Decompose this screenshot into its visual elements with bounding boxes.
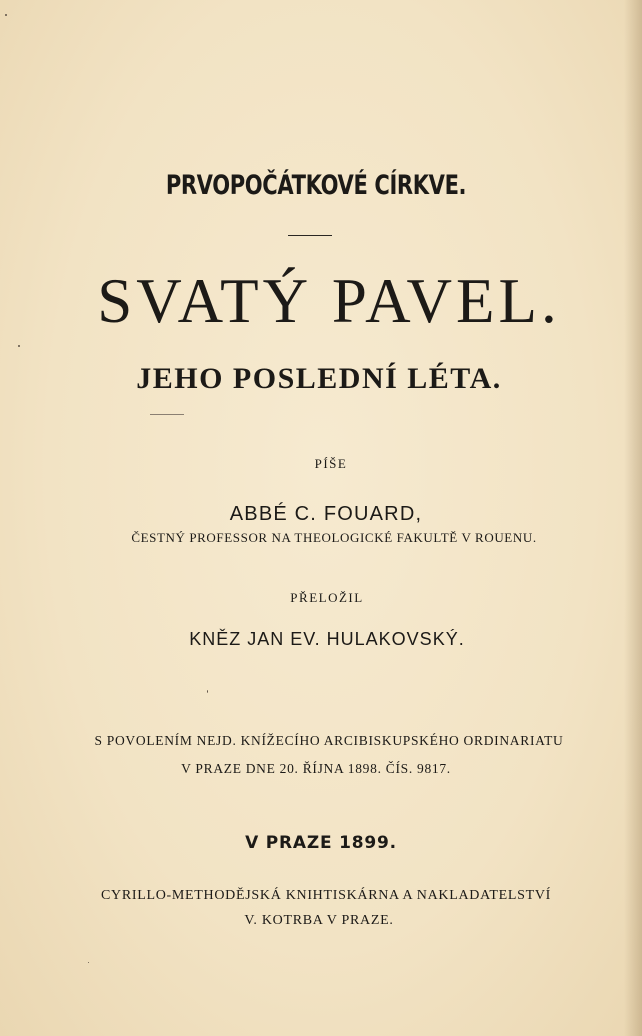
publisher-line-1: CYRILLO-METHODĚJSKÁ KNIHTISKÁRNA A NAKLADATELSTVÍ	[100, 888, 551, 903]
publisher-line-2: V. KOTRBA V PRAZE.	[244, 913, 394, 928]
translator-name: KNĚZ JAN EV. HULAKOVSKÝ.	[189, 629, 465, 649]
permission-line-2: V PRAZE DNE 20. ŘÍJNA 1898. ČÍS. 9817.	[181, 761, 451, 776]
written-by-label: PÍŠE	[314, 456, 348, 471]
paper-speck	[207, 690, 208, 693]
paper-speck	[18, 345, 20, 347]
permission-line-1: S POVOLENÍM NEJD. KNÍŽECÍHO ARCIBISKUPSKÉHO ORDINARIATU	[94, 733, 564, 748]
paper-speck	[5, 14, 7, 16]
paper-speck	[88, 962, 89, 963]
translated-by-label: PŘELOŽIL	[290, 590, 364, 605]
author-title: ČESTNÝ PROFESSOR NA THEOLOGICKÉ FAKULTĚ V ROUENU.	[131, 530, 537, 545]
place-and-year: V PRAZE 1899.	[245, 833, 397, 853]
series-heading: PRVOPOČÁTKOVÉ CÍRKVE.	[165, 170, 467, 201]
book-subtitle: JEHO POSLEDNÍ LÉTA.	[136, 362, 502, 395]
page-edge-shadow	[624, 0, 642, 1036]
book-title: SVATÝ PAVEL.	[97, 266, 561, 336]
small-divider	[150, 414, 184, 415]
divider-rule	[288, 235, 332, 236]
author-name: ABBÉ C. FOUARD,	[229, 503, 423, 525]
